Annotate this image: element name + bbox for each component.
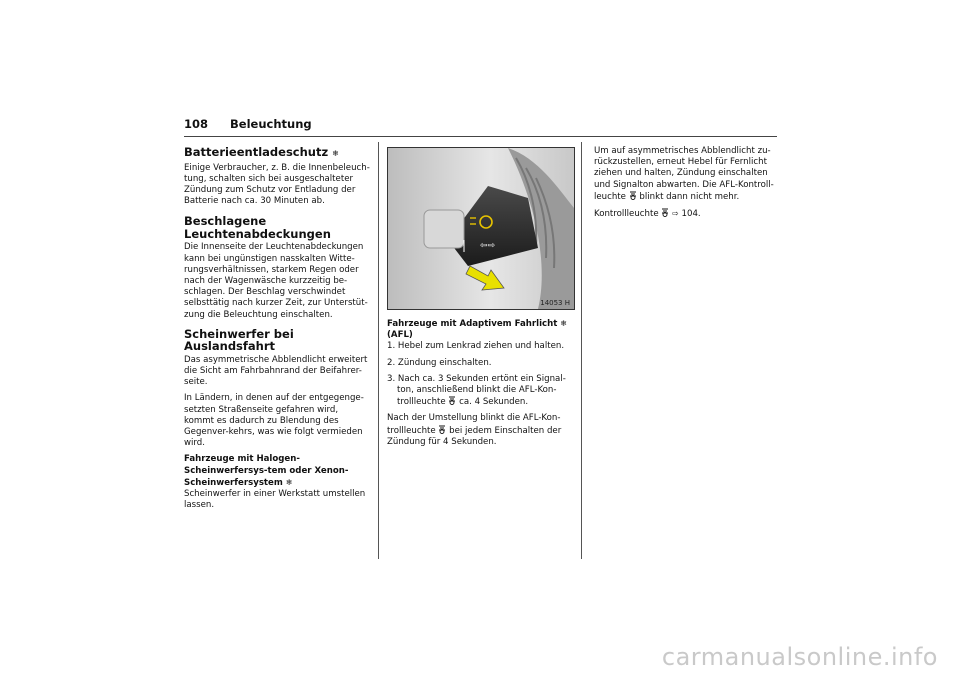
afl-warning-lamp-icon	[448, 396, 456, 405]
column-3	[594, 146, 780, 225]
snowflake-icon: ❄	[332, 149, 339, 158]
afl-warning-lamp-icon	[438, 425, 446, 434]
paragraph: Das asymmetrische Abblendlicht erweitert die Sicht am Fahrbahnrand der Beifahrer-seite.	[184, 354, 368, 388]
afl-warning-lamp-icon	[661, 208, 669, 217]
list-item: 2. Zündung einschalten.	[387, 357, 492, 368]
page-reference-arrow-icon: ⇨	[672, 209, 679, 219]
svg-text:⇦⇨: ⇦⇨	[480, 241, 496, 251]
subheading: Fahrzeuge mit Halogen-Scheinwerfersys-tem oder Xenon-Scheinwerfersystem ❄	[184, 454, 349, 488]
subheading: Fahrzeuge mit Adaptivem Fahrlicht ❄ (AFL)	[387, 319, 568, 341]
paragraph: Scheinwerfer in einer Werkstatt umstellen lassen.	[184, 488, 366, 511]
list-item: 1. Hebel zum Lenkrad ziehen und halten.	[387, 341, 565, 352]
column-1	[184, 146, 370, 516]
page-reference-link[interactable]: 104.	[681, 209, 701, 220]
section-heading: Batterieentladeschutz ❄	[184, 145, 339, 159]
column-divider-2	[581, 142, 582, 559]
list-item: 3. Nach ca. 3 Sekunden ertönt ein Signal-ton, anschließend blinkt die AFL-Kon-trollleuchte ca. 4 Sekunden.	[387, 373, 566, 408]
snowflake-icon: ❄	[285, 477, 293, 487]
column-divider-1	[378, 142, 379, 559]
page-number: 108	[184, 117, 209, 131]
paragraph: In Ländern, in denen auf der entgegenge-setzten Straßenseite gefahren wird, kommt es dadurch zu Blendung des Gegenver-kehrs, was wie folgt vermieden wird.	[184, 393, 364, 449]
chapter-title: Beleuchtung	[230, 117, 312, 131]
header-rule	[184, 136, 777, 137]
paragraph: Um auf asymmetrisches Abblendlicht zu-rückzustellen, erneut Hebel für Fernlicht ziehen und halten, Zündung einschalten und Signalton abwarten. Die AFL-Kontroll-leuchte blinkt dann nicht mehr.	[594, 146, 774, 202]
paragraph: Die Innenseite der Leuchtenabdeckungen kann bei ungünstigen nasskalten Witte-rungsverhältnissen, starkem Regen oder nach der Wagenwäsche kurzzeitig be-schlagen. Der Beschlag verschwindet selbsttätig nach kurzer Zeit, zur Unterstüt-zung die Beleuchtung einschalten.	[184, 242, 368, 320]
column-2	[387, 318, 573, 453]
section-heading: Beschlagene Leuchtenabdeckungen	[184, 214, 331, 241]
figure-label: 14053 H	[540, 299, 570, 307]
paragraph: Einige Verbraucher, z. B. die Innenbeleuch-tung, schalten sich bei ausgeschalteter Zündung zum Schutz vor Entladung der Batterie nach ca. 30 Minuten ab.	[184, 162, 370, 207]
lever-illustration	[387, 147, 575, 310]
afl-warning-lamp-icon	[629, 191, 637, 200]
paragraph: Nach der Umstellung blinkt die AFL-Kon-trollleuchte bei jedem Einschalten der Zündung für 4 Sekunden.	[387, 413, 562, 447]
snowflake-icon: ❄	[560, 319, 568, 328]
paragraph: Kontrollleuchte ⇨ 104.	[594, 209, 701, 220]
headlight-lever-drawing	[388, 148, 574, 309]
watermark: carmanualsonline.info	[661, 643, 938, 671]
page-header	[184, 117, 312, 131]
section-heading: Scheinwerfer bei Auslandsfahrt	[184, 326, 294, 354]
procedure-steps	[387, 341, 573, 408]
